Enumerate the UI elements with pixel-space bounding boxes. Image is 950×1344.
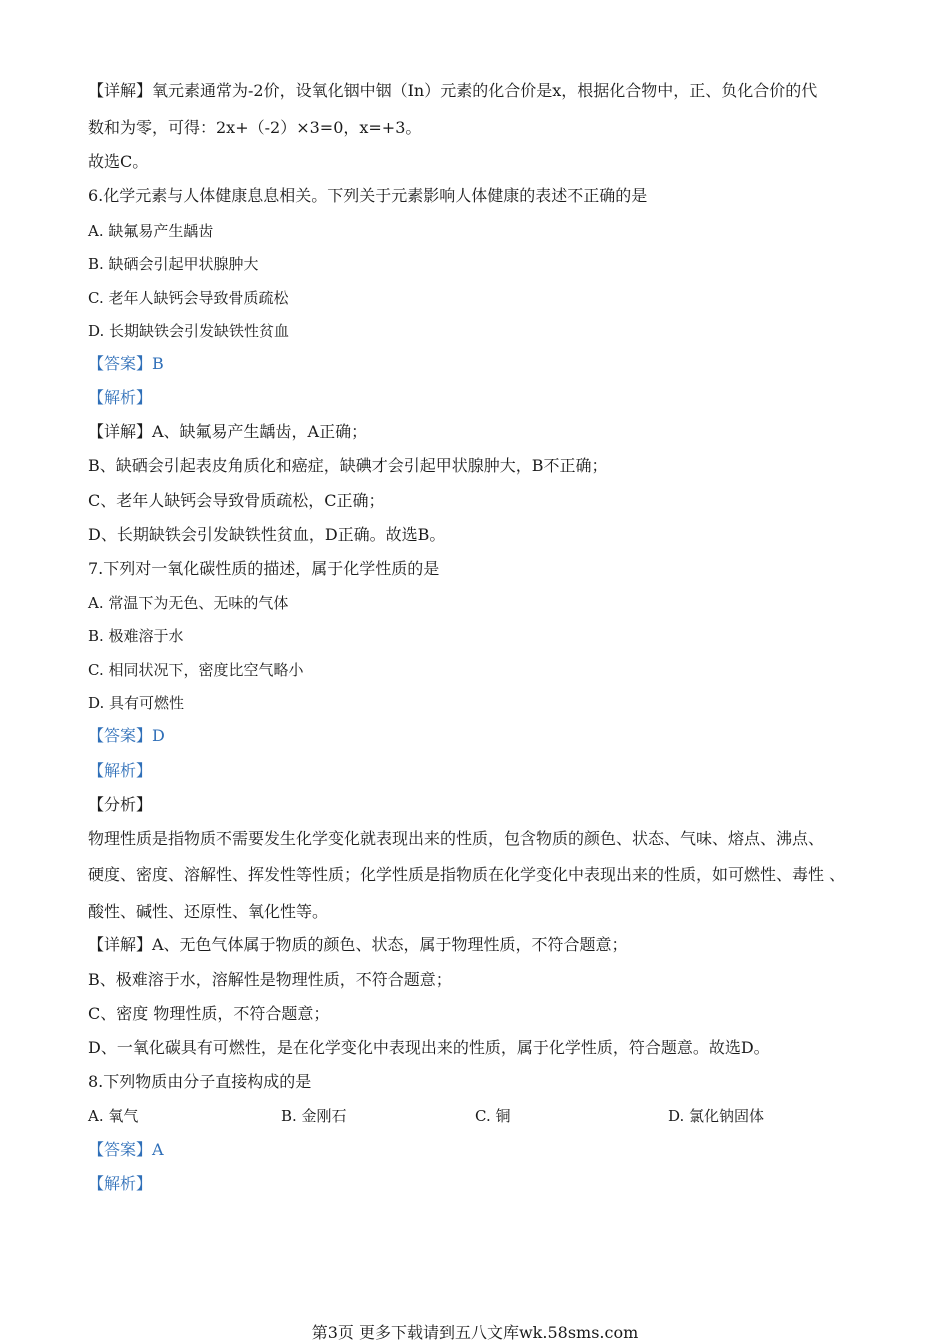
q8-option-b: B. 金刚石 (281, 1107, 347, 1125)
q7-option-b: B. 极难溶于水 (88, 627, 184, 645)
text-line: 【详解】A、无色气体属于物质的颜色、状态，属于物理性质，不符合题意； (88, 935, 628, 954)
q7-analysis-heading: 【解析】 (88, 761, 153, 780)
text-line: C、密度 物理性质，不符合题意； (88, 1004, 330, 1023)
q6-option-a: A. 缺氟易产生龋齿 (88, 222, 214, 240)
q6-option-b: B. 缺硒会引起甲状腺肿大 (88, 255, 259, 273)
page-footer: 第3页 更多下载请到五八文库wk.58sms.com (311, 1323, 639, 1342)
text-line: 【详解】A、缺氟易产生龋齿，A正确； (88, 422, 368, 441)
q7-answer: 【答案】D (88, 726, 165, 745)
text-line: 物理性质是指物质不需要发生化学变化就表现出来的性质，包含物质的颜色、状态、气味、熔点、沸点、 (88, 829, 825, 848)
q7-option-a: A. 常温下为无色、无味的气体 (88, 594, 289, 612)
q7-option-c: C. 相同状况下，密度比空气略小 (88, 661, 304, 679)
text-line: B、缺硒会引起表皮角质化和癌症，缺碘才会引起甲状腺肿大，B不正确； (88, 456, 608, 475)
text-line: 故选C。 (88, 152, 149, 171)
text-line: 硬度、密度、溶解性、挥发性等性质；化学性质是指物质在化学变化中表现出来的性质，如可燃性、毒性 、 (88, 865, 846, 884)
text-line: D、一氧化碳具有可燃性，是在化学变化中表现出来的性质，属于化学性质，符合题意。故选D。 (88, 1038, 770, 1057)
q8-option-d: D. 氯化钠固体 (668, 1107, 765, 1125)
q8-analysis-heading: 【解析】 (88, 1174, 153, 1193)
question-8-stem: 8.下列物质由分子直接构成的是 (88, 1072, 312, 1091)
text-line: C、老年人缺钙会导致骨质疏松，C正确； (88, 491, 385, 510)
q8-option-c: C. 铜 (475, 1107, 511, 1125)
text-line: D、长期缺铁会引发缺铁性贫血，D正确。故选B。 (88, 525, 446, 544)
text-line: 【分析】 (88, 795, 153, 814)
q6-option-d: D. 长期缺铁会引发缺铁性贫血 (88, 322, 290, 340)
q8-options (88, 1105, 888, 1127)
question-6-stem: 6.化学元素与人体健康息息相关。下列关于元素影响人体健康的表述不正确的是 (88, 186, 648, 205)
text-line: 数和为零，可得：2x+（-2）×3=0，x=+3。 (88, 118, 422, 137)
text-line: 酸性、碱性、还原性、氧化性等。 (88, 902, 329, 921)
q7-option-d: D. 具有可燃性 (88, 694, 185, 712)
q6-option-c: C. 老年人缺钙会导致骨质疏松 (88, 289, 289, 307)
question-7-stem: 7.下列对一氧化碳性质的描述，属于化学性质的是 (88, 559, 440, 578)
q6-analysis-heading: 【解析】 (88, 388, 153, 407)
q8-answer: 【答案】A (88, 1140, 164, 1159)
text-line: 【详解】氧元素通常为-2价，设氧化铟中铟（In）元素的化合价是x，根据化合物中，正、负化合价的代 (88, 81, 818, 100)
text-line: B、极难溶于水，溶解性是物理性质，不符合题意； (88, 970, 452, 989)
q8-option-a: A. 氧气 (88, 1107, 139, 1125)
q6-answer: 【答案】B (88, 354, 164, 373)
